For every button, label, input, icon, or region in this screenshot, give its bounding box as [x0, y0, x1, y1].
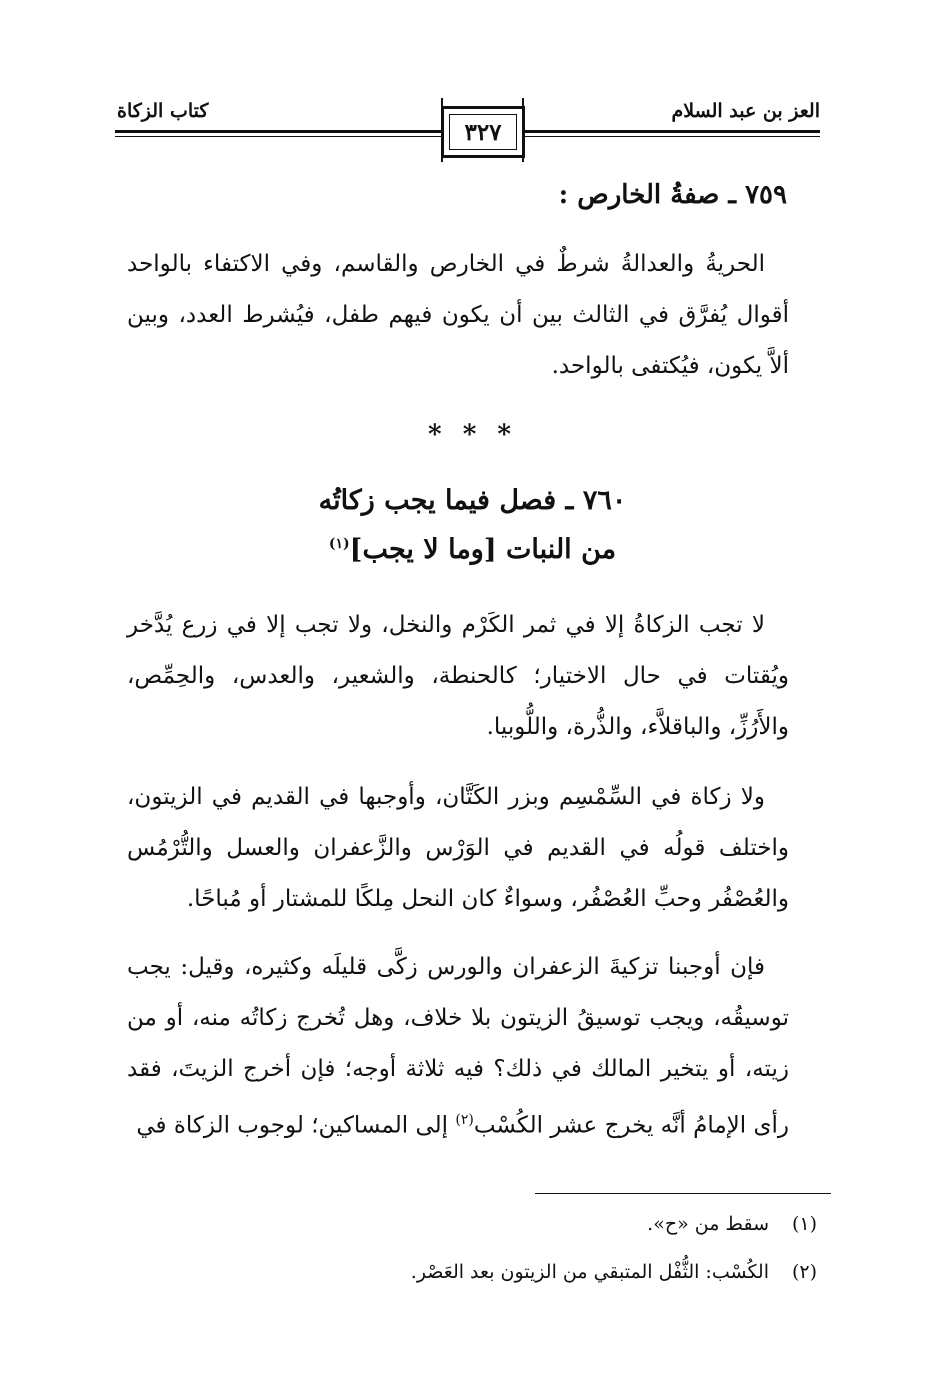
footnote-2 — [411, 1261, 817, 1283]
paragraph-3-text-end: إلى المساكين؛ لوجوب الزكاة في — [136, 1112, 456, 1139]
paragraph-2: ولا زكاة في السِّمْسِم وبزر الكَتَّان، وأوجبها في القديم في الزيتون، واختلف قولُه في القديم في الوَرْس والزَّعفران والعسل والتُّرْمُس والعُصْفُر وحبِّ العُصْفُر، وسواءٌ كان النحل مِلكًا للمشتار أو مُباحًا. — [127, 784, 789, 912]
section-759-title: ٧٥٩ ـ صفةُ الخارص : — [558, 180, 787, 210]
paragraph-1: لا تجب الزكاةُ إلا في ثمر الكَرْم والنخل، ولا تجب إلا في زرع يُدَّخر ويُقتات في حال الاختيار؛ كالحنطة، والشعير، والعدس، والحِمِّص، والأَرُزِّ، والباقلاَّء، والذُّرة، واللُّوبيا. — [127, 612, 789, 740]
chapter-760-subtitle-text: من النبات [وما لا يجب] — [349, 534, 617, 565]
footnote-1 — [647, 1213, 817, 1235]
page-number-frame — [441, 106, 525, 158]
chapter-760-subtitle — [0, 534, 945, 565]
paragraph-3 — [127, 942, 789, 1152]
page-number: ٣٢٧ — [449, 114, 517, 150]
section-759-text: الحريةُ والعدالةُ شرطٌ في الخارص والقاسم، وفي الاكتفاء بالواحد أقوال يُفرَّق في الثالث بين أن يكون فيهم طفل، فيُشرط العدد، وبين ألاَّ يكون، فيُكتفى بالواحد. — [127, 251, 789, 379]
chapter-760-title: ٧٦٠ ـ فصل فيما يجب زكاتُه — [318, 485, 627, 516]
footnote-1-text: سقط من «ح». — [647, 1213, 769, 1235]
footnote-2-mark: (٢) — [791, 1261, 817, 1283]
running-header-author: العز بن عبد السلام — [671, 100, 820, 122]
footnote-ref-1: (١) — [328, 536, 350, 552]
footnote-1-mark: (١) — [791, 1213, 817, 1235]
footnote-ref-2: (٢) — [455, 1112, 474, 1128]
footnote-2-text: الكُسْب: الثُّفْل المتبقي من الزيتون بعد العَصْر. — [410, 1261, 769, 1283]
paragraph-3-text: فإن أوجبنا تزكيةَ الزعفران والورس زكَّى قليلَه وكثيره، وقيل: يجب توسيقُه، ويجب توسيقُ الزيتون بلا خلاف، وهل تُخرج زكاتُه منه، أو من زيته، أو يتخير المالك في ذلك؟ فيه ثلاثة أوجه؛ فإن أخرج الزيتَ، فقد رأى الإمامُ أنَّه يخرج عشر الكُسْب — [127, 954, 789, 1139]
footnote-rule — [535, 1193, 831, 1194]
section-separator: * * * — [428, 420, 517, 450]
running-header-book-title: كتاب الزكاة — [117, 100, 209, 122]
